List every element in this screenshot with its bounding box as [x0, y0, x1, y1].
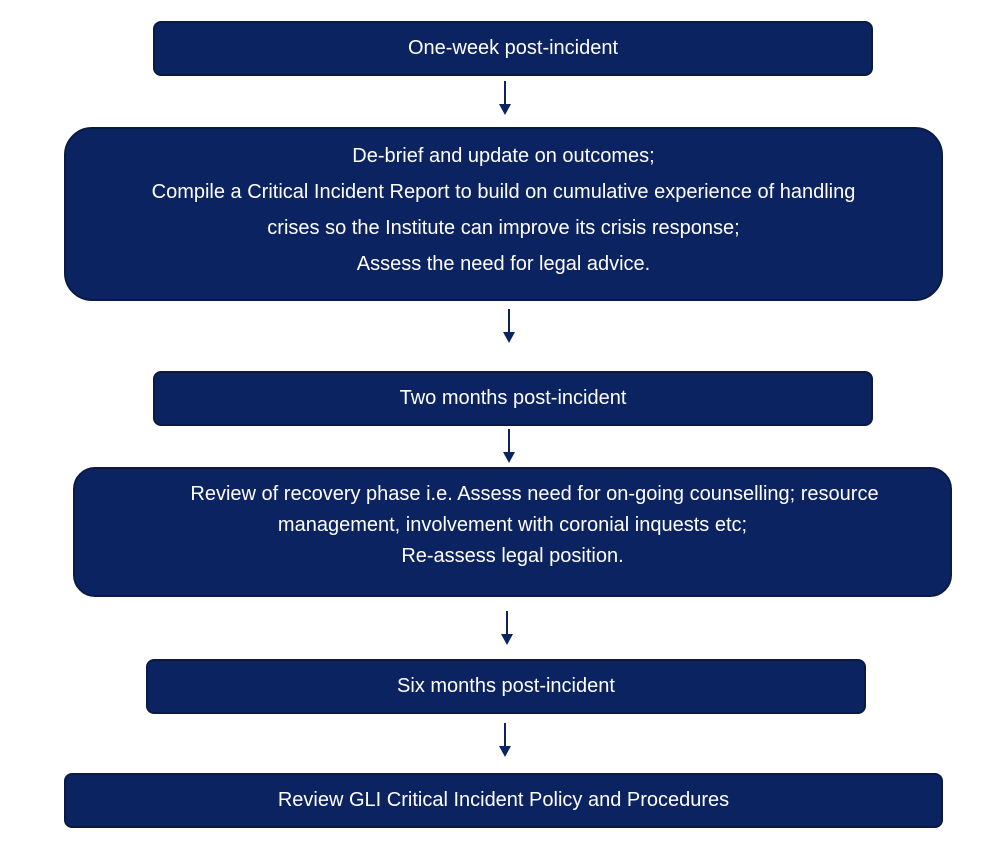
- flow-step-recovery-review: [73, 467, 952, 597]
- step-line: crises so the Institute can improve its crisis response;: [267, 217, 740, 239]
- arrow-down-icon: [498, 80, 512, 116]
- arrow-down-icon: [498, 722, 512, 758]
- step-line: Review of recovery phase i.e. Assess need for on-going counselling; resource: [190, 482, 879, 505]
- flow-step-two-months: [153, 371, 873, 426]
- arrow-down-icon: [502, 308, 516, 344]
- flow-step-policy-review: [64, 773, 943, 828]
- step-label: Two months post-incident: [399, 387, 627, 409]
- step-line: Assess the need for legal advice.: [356, 253, 651, 275]
- step-label: One-week post-incident: [407, 37, 619, 59]
- flow-step-six-months: [146, 659, 866, 714]
- flow-step-debrief: [64, 127, 943, 301]
- step-line: Compile a Critical Incident Report to build on cumulative experience of handling: [151, 181, 856, 203]
- step-line: Re-assess legal position.: [401, 544, 624, 567]
- step-line: De-brief and update on outcomes;: [352, 145, 655, 167]
- arrow-down-icon: [500, 610, 514, 646]
- step-line: management, involvement with coronial inquests etc;: [277, 513, 748, 536]
- flow-step-one-week: [153, 21, 873, 76]
- arrow-down-icon: [502, 428, 516, 464]
- step-label: Six months post-incident: [397, 675, 615, 697]
- step-label: Review GLI Critical Incident Policy and Procedures: [277, 789, 730, 811]
